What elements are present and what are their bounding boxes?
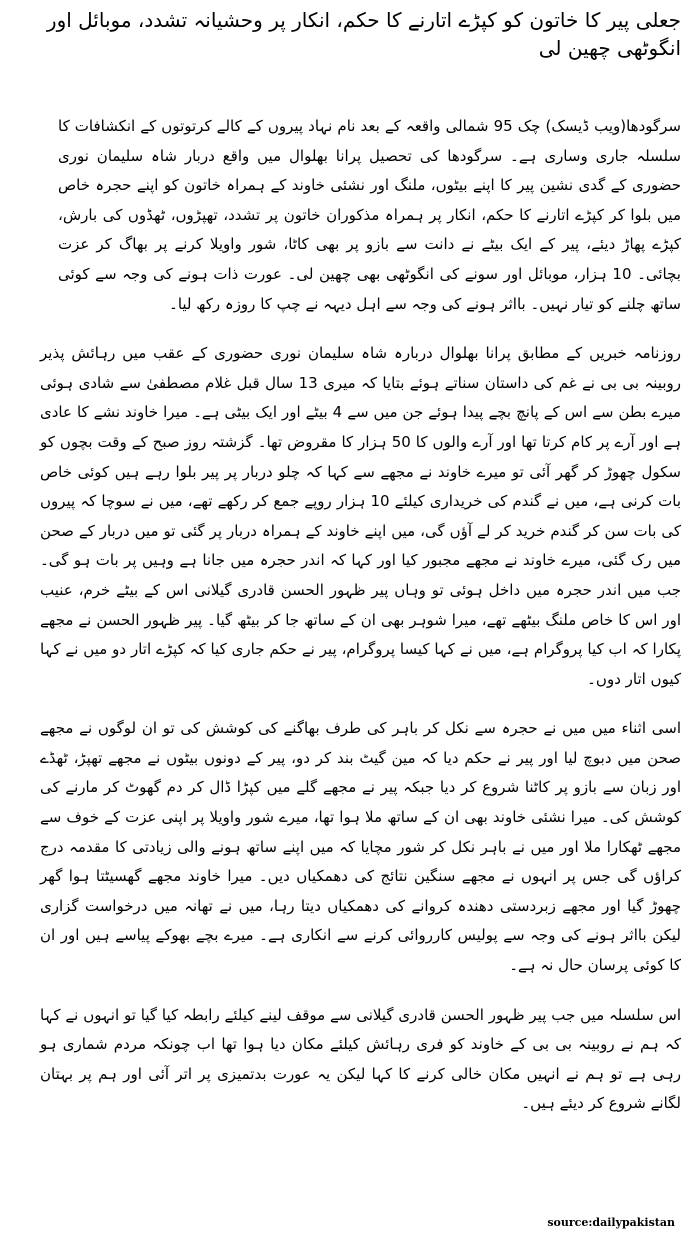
paragraph-4: اس سلسلہ میں جب پیر ظہور الحسن قادری گیلانی سے موقف لینے کیلئے رابطہ کیا گیا تو انہوں نے کہا کہ ہم نے روبینہ بی بی کے خاوند کو فری رہائش کیلئے مکان دیا ہوا تھا اب چونکہ مردم شماری ہو رہی ہے تو ہم نے انہیں مکان خالی کرنے کا کہا لیکن یہ عورت بدتمیزی پر اتر آئی اور ہم پر بہتان لگانے شروع کر دیئے ہیں۔ (40, 1005, 681, 1113)
article (40, 0, 681, 1119)
source-credit: source:dailypakistan (547, 1216, 675, 1229)
headline: جعلی پیر کا خاتون کو کپڑے اتارنے کا حکم، انکار پر وحشیانہ تشدد، موبائل اور انگوٹھی چھین لی (46, 8, 681, 60)
paragraph-1: سرگودھا(ویب ڈیسک) چک 95 شمالی واقعہ کے بعد نام نہاد پیروں کے کالے کرتوتوں کے انکشافات کا سلسلہ جاری وساری ہے۔ سرگودھا کی تحصیل پرانا بھلوال میں واقع دربار شاہ سلیمان نوری حضوری کے گدی نشین پیر کا اپنے بیٹوں، ملنگ اور نشئی خاوند کے ہمراہ خاتون کو اپنے حجرہ خاص میں بلوا کر کپڑے اتارنے کا حکم، انکار پر ہمراہ مذکوران خاتون پر تشدد، تھپڑوں، ٹھڈوں کی بارش، کپڑے پھاڑ دیئے، پیر کے ایک بیٹے نے دانت سے بازو پر بھی کاٹا، شور واویلا کرنے پر بھاگ کر عزت بچائی۔ 10 ہزار، موبائل اور سونے کی انگوٹھی بھی چھین لی۔ عورت ذات ہونے کی وجہ سے کوئی ساتھ چلنے کو تیار نہیں۔ بااثر ہونے کی وجہ سے اہل دیہہ نے چپ کا روزہ رکھ لیا۔ (58, 117, 681, 313)
paragraph-2: روزنامہ خبریں کے مطابق پرانا بھلوال دربارہ شاہ سلیمان نوری حضوری کے عقب میں رہائش پذیر روبینہ بی بی نے غم کی داستان سناتے ہوئے بتایا کہ میری 13 سال قبل غلام مصطفیٰ سے شادی ہوئی میرے بطن سے اس کے پانچ بچے پیدا ہوئے جن میں سے 4 بیٹے اور ایک بیٹی ہے۔ میرا خاوند نشے کا عادی ہے اور آرے پر کام کرتا تھا اور آرے والوں کا 50 ہزار کا مقروض تھا۔ گزشتہ روز صبح کے وقت بچوں کو سکول چھوڑ کر گھر آئی تو میرے خاوند نے مجھے سے کہا کہ چلو دربار پر پیر بلوا رہے ہیں کوئی خاص بات کرنی ہے، میں نے گندم کی خریداری کیلئے 10 ہزار روپے جمع کر رکھے تھے، میں نے سوچا کہ پیروں کی بات سن کر گندم خرید کر لے آؤں گی، میں اپنے خاوند کے ہمراہ دربار پر گئی تو میں دربار کے صحن میں رک گئی، میرے خاوند نے مجھے مجبور کیا اور کہا کہ اندر حجرہ میں جانا ہے وہیں پر بات ہو گی۔ جب میں اندر حجرہ میں داخل ہوئی تو وہاں پیر ظہور الحسن قادری گیلانی اس کے بیٹے خرم، عنیب اور اس کا خاص ملنگ بیٹھے تھے، میرا شوہر بھی ان کے ساتھ جا کر بیٹھ گیا۔ پیر ظہور الحسن نے مجھے پکارا کہ اب کیا پروگرام ہے، میں نے کہا کیسا پروگرام، پیر نے حکم جاری کیا کہ کپڑے اتار دو میں نے کہا کیوں اتار دوں۔ (40, 344, 681, 688)
paragraph-3: اسی اثناء میں میں نے حجرہ سے نکل کر باہر کی طرف بھاگنے کی کوشش کی تو ان لوگوں نے مجھے صحن میں دبوچ لیا اور پیر نے حکم دیا کہ مین گیٹ بند کر دو، پیر کے دونوں بیٹوں نے مجھے تھپڑ، ٹھڈے اور زبان سے بازو پر کاٹنا شروع کر دیا جبکہ پیر نے مجھے گلے میں کپڑا ڈال کر دم گھوٹ کر مارنے کی کوشش کی۔ میرا نشئی خاوند بھی ان کے ساتھ ملا ہوا تھا، میرے شور واویلا پر اپنی عزت کے خوف سے مجھے ٹھکارا ملا اور میں نے باہر نکل کر شور مچایا کہ میں اپنے ساتھ ہونے والی زیادتی کا مقدمہ درج کراؤں گی جس پر انہوں نے مجھے سنگین نتائج کی دھمکیاں دیں۔ میرا خاوند مجھے گھسیٹتا ہوا گھر چھوڑ گیا اور مجھے زبردستی دھندہ کروانے کی دھمکیاں دیتا رہا، میں نے تھانہ میں درخواست گزاری لیکن بااثر ہونے کی وجہ سے پولیس کارروائی کرنے سے انکاری ہے۔ میرے بچے بھوکے پیاسے ہیں اور ان کا کوئی پرسان حال نہ ہے۔ (40, 719, 681, 975)
